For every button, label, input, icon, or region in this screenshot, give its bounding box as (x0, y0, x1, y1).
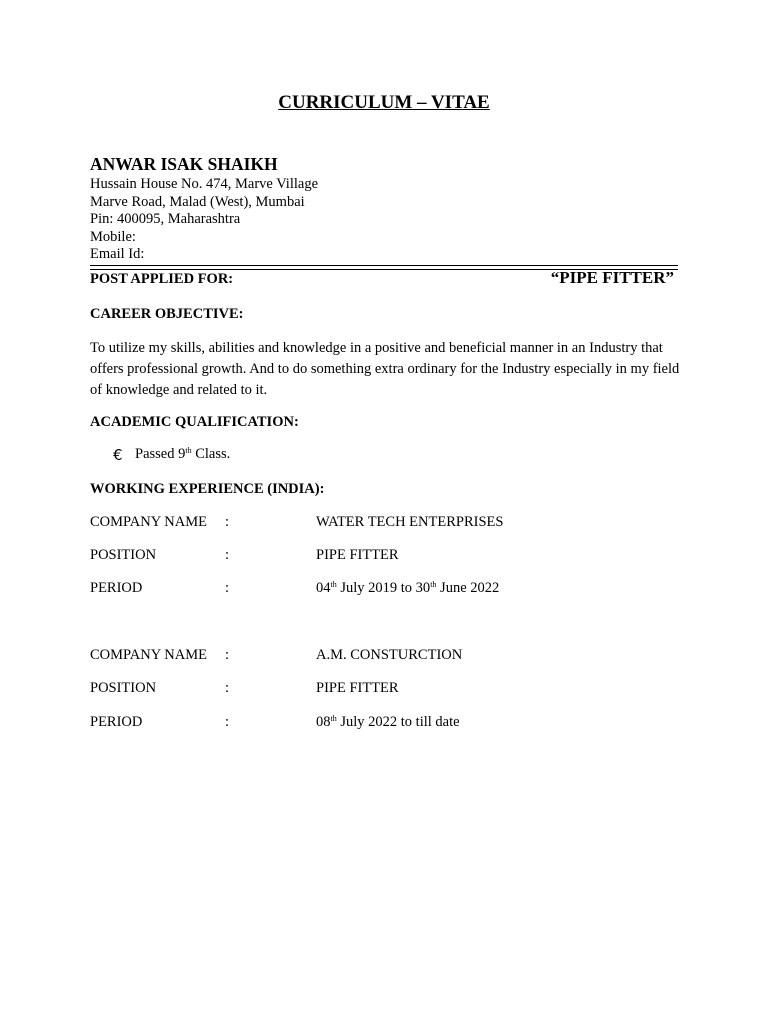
colon: : (225, 647, 230, 663)
colon: : (225, 714, 230, 730)
address-line-2: Marve Road, Malad (West), Mumbai (90, 193, 305, 210)
company-name-label: COMPANY NAME (90, 647, 207, 663)
post-applied-value: “PIPE FITTER” (550, 268, 674, 287)
job-1-position: PIPE FITTER (316, 547, 399, 563)
academic-item-suffix: Class. (191, 446, 231, 462)
colon: : (225, 680, 230, 696)
address-line-1: Hussain House No. 474, Marve Village (90, 176, 319, 192)
job-1-start-rest: July 2019 to 30 (336, 580, 431, 596)
company-name-label: COMPANY NAME (90, 514, 207, 530)
job-1-start-day: 04 (316, 580, 331, 596)
mobile-label: Mobile: (90, 228, 136, 245)
career-objective-text: To utilize my skills, abilities and knowledge in a positive and beneficial manner in an Industry that offers professional growth. And to do something extra ordinary for the Industry especially in my field of knowledge and related to it. (90, 340, 680, 398)
academic-item-prefix: Passed 9 (135, 446, 186, 462)
colon: : (225, 547, 230, 563)
job-1-period-row (0, 580, 768, 600)
job-1-company: WATER TECH ENTERPRISES (316, 514, 504, 530)
job-2-period-row (0, 714, 768, 734)
job-2-company: A.M. CONSTURCTION (316, 647, 463, 663)
post-applied-label: POST APPLIED FOR: (90, 271, 234, 287)
colon: : (225, 514, 230, 530)
job-1-start-sup: th (330, 580, 337, 589)
job-2-start-sup: th (330, 714, 337, 723)
job-1-period (316, 580, 499, 597)
career-objective-heading: CAREER OBJECTIVE: (90, 306, 244, 322)
job-1-end-rest: June 2022 (436, 580, 500, 596)
document-title: CURRICULUM – VITAE (278, 92, 490, 113)
job-2-position: PIPE FITTER (316, 680, 399, 696)
experience-heading: WORKING EXPERIENCE (INDIA): (90, 481, 325, 497)
job-2-company-row (0, 647, 768, 667)
position-label: POSITION (90, 547, 157, 563)
academic-item-sup: th (185, 446, 192, 455)
address-line-3: Pin: 400095, Maharashtra (90, 211, 241, 227)
job-1-position-row (0, 547, 768, 567)
header-divider-thick (90, 265, 678, 266)
period-label: PERIOD (90, 580, 143, 596)
academic-heading: ACADEMIC QUALIFICATION: (90, 414, 299, 430)
academic-item (135, 446, 230, 463)
bullet-icon: € (113, 446, 123, 464)
applicant-name: ANWAR ISAK SHAIKH (90, 154, 278, 174)
job-2-position-row (0, 680, 768, 700)
position-label: POSITION (90, 680, 157, 696)
job-1-end-sup: th (430, 580, 437, 589)
period-label: PERIOD (90, 714, 143, 730)
job-2-start-rest: July 2022 to till date (336, 714, 460, 730)
email-label: Email Id: (90, 246, 145, 262)
job-2-start-day: 08 (316, 714, 331, 730)
job-1-company-row (0, 514, 768, 534)
job-2-period (316, 714, 460, 731)
colon: : (225, 580, 230, 596)
